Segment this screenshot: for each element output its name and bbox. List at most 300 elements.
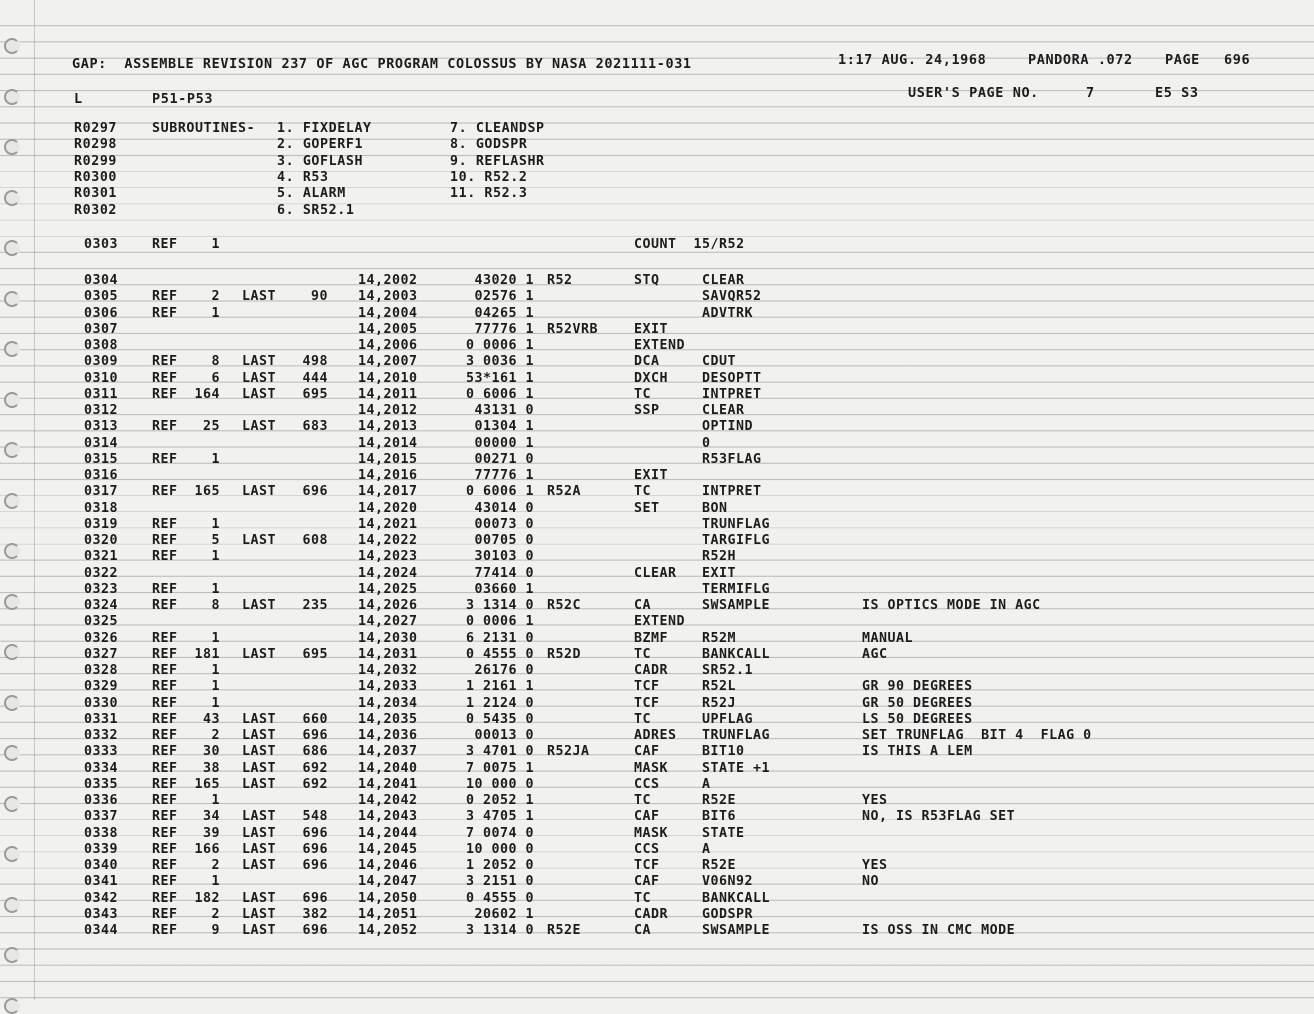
- line-number: 0330: [84, 695, 119, 711]
- octal-word: 04265 1: [474, 305, 534, 321]
- line-number: 0327: [84, 646, 119, 662]
- octal-word: 53*161 1: [465, 370, 534, 386]
- opcode: TC: [634, 386, 652, 402]
- operand: CLEAR: [702, 273, 745, 288]
- operand: CDUT: [702, 354, 737, 370]
- feed-hole: [4, 493, 20, 509]
- comment: YES: [862, 858, 888, 873]
- last-keyword: LAST: [242, 809, 277, 825]
- page-label: PAGE: [1165, 52, 1200, 68]
- octal-word: 3 4705 1: [465, 809, 534, 825]
- log-type: L: [74, 91, 83, 107]
- address: 14,2040: [358, 760, 418, 776]
- operand: R52M: [702, 630, 737, 646]
- line-number: 0313: [84, 419, 119, 435]
- operand: TERMIFLG: [702, 581, 771, 597]
- subroutine-entry: 7. CLEANDSP: [450, 121, 545, 136]
- feed-hole: [4, 897, 20, 913]
- operand: R52H: [702, 549, 737, 565]
- operand: SAVQR52: [702, 289, 762, 305]
- address: 14,2041: [358, 776, 418, 792]
- octal-word: 3 4701 0: [465, 744, 534, 760]
- address: 14,2006: [358, 338, 418, 353]
- line-number: 0321: [84, 549, 119, 565]
- line-number: 0335: [84, 776, 119, 792]
- ref-keyword: REF: [152, 841, 178, 857]
- line-number: 0318: [84, 500, 119, 516]
- opcode: DCA: [634, 354, 660, 370]
- last-keyword: LAST: [242, 858, 277, 873]
- comment: IS OSS IN CMC MODE: [862, 923, 1016, 938]
- operand: 0: [702, 435, 711, 451]
- users-page-label: USER'S PAGE NO.: [908, 85, 1039, 101]
- address: 14,2011: [358, 386, 418, 402]
- sheet-id: E5 S3: [1155, 85, 1199, 101]
- last-keyword: LAST: [242, 760, 277, 776]
- opcode: TCF: [634, 695, 660, 711]
- ref-keyword: REF: [152, 793, 178, 808]
- address: 14,2037: [358, 744, 418, 760]
- address: 14,2003: [358, 289, 418, 305]
- address: 14,2027: [358, 614, 418, 630]
- opcode: MASK: [634, 760, 669, 776]
- ref-keyword: REF: [152, 695, 178, 711]
- octal-word: 20602 1: [474, 906, 534, 922]
- ref-count: 166: [194, 841, 220, 857]
- octal-word: 0 0006 1: [465, 614, 534, 630]
- ref-keyword: REF: [152, 451, 178, 467]
- ref-count: 9: [211, 923, 220, 938]
- line-number: 0320: [84, 533, 119, 548]
- address: 14,2031: [358, 646, 418, 662]
- opcode: CADR: [634, 663, 669, 678]
- operand: R52J: [702, 695, 737, 711]
- ref-count: 34: [202, 809, 220, 825]
- line-number: 0317: [84, 484, 119, 500]
- last-keyword: LAST: [242, 923, 277, 938]
- octal-word: 3 1314 0: [465, 598, 534, 613]
- ref-count: 2: [211, 289, 220, 305]
- operand: BANKCALL: [702, 646, 771, 662]
- ref-count: 1: [211, 237, 220, 252]
- last-page: 692: [302, 760, 328, 776]
- address: 14,2042: [358, 793, 418, 808]
- octal-word: 77776 1: [474, 468, 534, 483]
- line-number: 0307: [84, 321, 119, 337]
- address: 14,2012: [358, 403, 418, 418]
- operand: V06N92: [702, 874, 754, 890]
- line-number: 0333: [84, 744, 119, 760]
- ref-keyword: REF: [152, 237, 178, 252]
- address: 14,2023: [358, 549, 418, 565]
- line-number: R0301: [74, 186, 118, 202]
- line-number: 0340: [84, 858, 119, 873]
- last-keyword: LAST: [242, 841, 277, 857]
- ref-keyword: REF: [152, 744, 178, 760]
- last-page: 686: [302, 744, 328, 760]
- octal-word: 43014 0: [474, 500, 534, 516]
- last-keyword: LAST: [242, 419, 277, 435]
- address: 14,2034: [358, 695, 418, 711]
- opcode: MASK: [634, 825, 669, 841]
- opcode: CADR: [634, 906, 669, 922]
- subroutine-entry: 6. SR52.1: [277, 202, 355, 218]
- comment: IS OPTICS MODE IN AGC: [862, 598, 1041, 613]
- ref-keyword: REF: [152, 874, 178, 890]
- line-number: 0334: [84, 760, 119, 776]
- octal-word: 6 2131 0: [465, 630, 534, 646]
- last-keyword: LAST: [242, 289, 277, 305]
- ref-keyword: REF: [152, 906, 178, 922]
- address: 14,2020: [358, 500, 418, 516]
- opcode: ADRES: [634, 728, 677, 743]
- opcode: BZMF: [634, 630, 669, 646]
- ref-count: 2: [211, 858, 220, 873]
- octal-word: 03660 1: [474, 581, 534, 597]
- ref-keyword: REF: [152, 354, 178, 370]
- octal-word: 1 2052 0: [465, 858, 534, 873]
- line-number: 0329: [84, 679, 119, 695]
- ref-count: 1: [211, 695, 220, 711]
- ref-count: 1: [211, 451, 220, 467]
- feed-hole: [4, 745, 20, 761]
- comment: NO, IS R53FLAG SET: [862, 809, 1016, 825]
- line-number: 0338: [84, 825, 119, 841]
- line-number: 0305: [84, 289, 119, 305]
- last-page: 548: [302, 809, 328, 825]
- line-number: 0314: [84, 435, 119, 451]
- ref-count: 1: [211, 581, 220, 597]
- line-number: 0326: [84, 630, 119, 646]
- line-number: R0297: [74, 121, 118, 136]
- last-keyword: LAST: [242, 646, 277, 662]
- last-page: 608: [302, 533, 328, 548]
- last-page: 695: [302, 646, 328, 662]
- address: 14,2047: [358, 874, 418, 890]
- last-page: 695: [302, 386, 328, 402]
- label: R52E: [547, 923, 582, 938]
- last-keyword: LAST: [242, 825, 277, 841]
- last-keyword: LAST: [242, 744, 277, 760]
- label: R52D: [547, 646, 582, 662]
- line-number: 0343: [84, 906, 119, 922]
- operand: R52E: [702, 858, 737, 873]
- operand: R53FLAG: [702, 451, 762, 467]
- site-id: PANDORA .072: [1028, 52, 1133, 68]
- address: 14,2015: [358, 451, 418, 467]
- ref-count: 181: [194, 646, 220, 662]
- label: R52JA: [547, 744, 590, 760]
- line-number: 0316: [84, 468, 119, 483]
- print-datetime: 1:17 AUG. 24,1968: [838, 52, 987, 68]
- comment: AGC: [862, 646, 888, 662]
- ref-keyword: REF: [152, 760, 178, 776]
- subroutines-title: SUBROUTINES-: [152, 121, 256, 136]
- ref-count: 25: [202, 419, 220, 435]
- count-directive: COUNT 15/R52: [634, 237, 745, 252]
- address: 14,2050: [358, 890, 418, 906]
- octal-word: 0 4555 0: [465, 890, 534, 906]
- feed-hole: [4, 190, 20, 206]
- operand: TRUNFLAG: [702, 728, 771, 743]
- margin-rule: [34, 0, 35, 1000]
- octal-word: 43131 0: [474, 403, 534, 418]
- line-number: 0312: [84, 403, 119, 418]
- operand: R52L: [702, 679, 737, 695]
- feed-hole: [4, 89, 20, 105]
- line-number: 0332: [84, 728, 119, 743]
- line-number: 0304: [84, 273, 119, 288]
- ref-keyword: REF: [152, 679, 178, 695]
- label: R52VRB: [547, 321, 599, 337]
- last-keyword: LAST: [242, 711, 277, 727]
- line-number: 0342: [84, 890, 119, 906]
- octal-word: 43020 1: [474, 273, 534, 288]
- octal-word: 0 5435 0: [465, 711, 534, 727]
- opcode: TC: [634, 793, 652, 808]
- octal-word: 26176 0: [474, 663, 534, 678]
- operand: A: [702, 841, 711, 857]
- ref-keyword: REF: [152, 419, 178, 435]
- ref-count: 1: [211, 549, 220, 565]
- ref-keyword: REF: [152, 484, 178, 500]
- octal-word: 00073 0: [474, 516, 534, 532]
- operand: SWSAMPLE: [702, 923, 771, 938]
- comment: GR 50 DEGREES: [862, 695, 973, 711]
- octal-word: 77776 1: [474, 321, 534, 337]
- ref-keyword: REF: [152, 728, 178, 743]
- address: 14,2030: [358, 630, 418, 646]
- comment: NO: [862, 874, 880, 890]
- ref-count: 1: [211, 516, 220, 532]
- last-page: 696: [302, 841, 328, 857]
- ref-keyword: REF: [152, 630, 178, 646]
- feed-hole: [4, 543, 20, 559]
- operand: UPFLAG: [702, 711, 754, 727]
- operand: SWSAMPLE: [702, 598, 771, 613]
- line-number: 0306: [84, 305, 119, 321]
- label: R52C: [547, 598, 582, 613]
- ref-keyword: REF: [152, 711, 178, 727]
- feed-hole: [4, 139, 20, 155]
- opcode: CLEAR: [634, 565, 677, 581]
- octal-word: 7 0075 1: [465, 760, 534, 776]
- ref-count: 6: [211, 370, 220, 386]
- line-number: 0315: [84, 451, 119, 467]
- octal-word: 1 2161 1: [465, 679, 534, 695]
- feed-hole: [4, 594, 20, 610]
- address: 14,2021: [358, 516, 418, 532]
- address: 14,2036: [358, 728, 418, 743]
- last-keyword: LAST: [242, 370, 277, 386]
- line-number: 0310: [84, 370, 119, 386]
- line-number: 0325: [84, 614, 119, 630]
- address: 14,2026: [358, 598, 418, 613]
- operand: BIT6: [702, 809, 737, 825]
- ref-count: 1: [211, 874, 220, 890]
- ref-count: 1: [211, 793, 220, 808]
- opcode: DXCH: [634, 370, 669, 386]
- ref-count: 164: [194, 386, 220, 402]
- address: 14,2013: [358, 419, 418, 435]
- feed-hole: [4, 796, 20, 812]
- last-keyword: LAST: [242, 386, 277, 402]
- address: 14,2007: [358, 354, 418, 370]
- ref-count: 1: [211, 679, 220, 695]
- ref-count: 2: [211, 728, 220, 743]
- octal-word: 0 4555 0: [465, 646, 534, 662]
- ref-keyword: REF: [152, 549, 178, 565]
- ref-count: 8: [211, 598, 220, 613]
- opcode: CAF: [634, 809, 660, 825]
- opcode: CCS: [634, 841, 660, 857]
- line-number: 0336: [84, 793, 119, 808]
- line-number: 0323: [84, 581, 119, 597]
- subroutine-entry: 9. REFLASHR: [450, 153, 545, 169]
- ref-keyword: REF: [152, 858, 178, 873]
- operand: BIT10: [702, 744, 745, 760]
- octal-word: 0 0006 1: [465, 338, 534, 353]
- opcode: CA: [634, 598, 652, 613]
- ref-count: 39: [202, 825, 220, 841]
- ref-keyword: REF: [152, 516, 178, 532]
- opcode: TC: [634, 890, 652, 906]
- address: 14,2035: [358, 711, 418, 727]
- line-number: 0311: [84, 386, 119, 402]
- line-number: 0341: [84, 874, 119, 890]
- last-keyword: LAST: [242, 776, 277, 792]
- last-page: 696: [302, 825, 328, 841]
- feed-hole: [4, 38, 20, 54]
- address: 14,2002: [358, 273, 418, 288]
- line-number: 0331: [84, 711, 119, 727]
- opcode: CAF: [634, 744, 660, 760]
- comment: IS THIS A LEM: [862, 744, 973, 760]
- subroutine-entry: 4. R53: [277, 169, 329, 185]
- address: 14,2016: [358, 468, 418, 483]
- last-keyword: LAST: [242, 598, 277, 613]
- address: 14,2051: [358, 906, 418, 922]
- last-page: 90: [310, 289, 328, 305]
- opcode: CA: [634, 923, 652, 938]
- feed-hole: [4, 291, 20, 307]
- opcode: EXTEND: [634, 614, 686, 630]
- address: 14,2032: [358, 663, 418, 678]
- ref-count: 5: [211, 533, 220, 548]
- octal-word: 01304 1: [474, 419, 534, 435]
- line-number: 0308: [84, 338, 119, 353]
- ref-keyword: REF: [152, 890, 178, 906]
- last-page: 235: [302, 598, 328, 613]
- ref-keyword: REF: [152, 581, 178, 597]
- line-number: 0309: [84, 354, 119, 370]
- line-number: R0299: [74, 153, 118, 169]
- comment: YES: [862, 793, 888, 808]
- octal-word: 7 0074 0: [465, 825, 534, 841]
- octal-word: 0 6006 1: [465, 484, 534, 500]
- octal-word: 00013 0: [474, 728, 534, 743]
- opcode: SET: [634, 500, 660, 516]
- opcode: TC: [634, 711, 652, 727]
- ref-count: 165: [194, 484, 220, 500]
- feed-hole: [4, 240, 20, 256]
- line-number: 0322: [84, 565, 119, 581]
- operand: TARGIFLG: [702, 533, 771, 548]
- address: 14,2004: [358, 305, 418, 321]
- last-page: 692: [302, 776, 328, 792]
- opcode: EXTEND: [634, 338, 686, 353]
- octal-word: 00705 0: [474, 533, 534, 548]
- ref-keyword: REF: [152, 305, 178, 321]
- feed-hole: [4, 695, 20, 711]
- tractor-feed-holes: [0, 0, 34, 1000]
- octal-word: 10 000 0: [465, 841, 534, 857]
- ref-count: 1: [211, 663, 220, 678]
- comment: LS 50 DEGREES: [862, 711, 973, 727]
- line-number: 0339: [84, 841, 119, 857]
- subroutine-entry: 8. GODSPR: [450, 137, 528, 153]
- last-page: 696: [302, 923, 328, 938]
- last-keyword: LAST: [242, 354, 277, 370]
- address: 14,2005: [358, 321, 418, 337]
- last-page: 696: [302, 484, 328, 500]
- subroutine-entry: 11. R52.3: [450, 186, 528, 202]
- ref-keyword: REF: [152, 289, 178, 305]
- operand: SR52.1: [702, 663, 754, 678]
- octal-word: 3 1314 0: [465, 923, 534, 938]
- feed-hole: [4, 341, 20, 357]
- octal-word: 30103 0: [474, 549, 534, 565]
- ref-count: 8: [211, 354, 220, 370]
- label: R52A: [547, 484, 582, 500]
- feed-hole: [4, 392, 20, 408]
- last-keyword: LAST: [242, 906, 277, 922]
- last-page: 660: [302, 711, 328, 727]
- ref-count: 2: [211, 906, 220, 922]
- octal-word: 3 0036 1: [465, 354, 534, 370]
- ref-keyword: REF: [152, 598, 178, 613]
- ref-count: 165: [194, 776, 220, 792]
- subroutine-entry: 10. R52.2: [450, 169, 528, 185]
- ref-count: 38: [202, 760, 220, 776]
- last-page: 683: [302, 419, 328, 435]
- subroutine-entry: 5. ALARM: [277, 186, 346, 202]
- ref-keyword: REF: [152, 370, 178, 386]
- last-keyword: LAST: [242, 533, 277, 548]
- octal-word: 00271 0: [474, 451, 534, 467]
- ref-keyword: REF: [152, 825, 178, 841]
- ref-count: 1: [211, 305, 220, 321]
- octal-word: 10 000 0: [465, 776, 534, 792]
- operand: INTPRET: [702, 386, 762, 402]
- feed-hole: [4, 947, 20, 963]
- address: 14,2014: [358, 435, 418, 451]
- last-keyword: LAST: [242, 728, 277, 743]
- ref-keyword: REF: [152, 646, 178, 662]
- opcode: CCS: [634, 776, 660, 792]
- opcode: TC: [634, 484, 652, 500]
- label: R52: [547, 273, 573, 288]
- address: 14,2024: [358, 565, 418, 581]
- last-page: 696: [302, 728, 328, 743]
- last-page: 696: [302, 890, 328, 906]
- operand: ADVTRK: [702, 305, 754, 321]
- line-number: R0300: [74, 169, 118, 185]
- address: 14,2052: [358, 923, 418, 938]
- opcode: TCF: [634, 679, 660, 695]
- octal-word: 02576 1: [474, 289, 534, 305]
- line-number: R0298: [74, 137, 118, 153]
